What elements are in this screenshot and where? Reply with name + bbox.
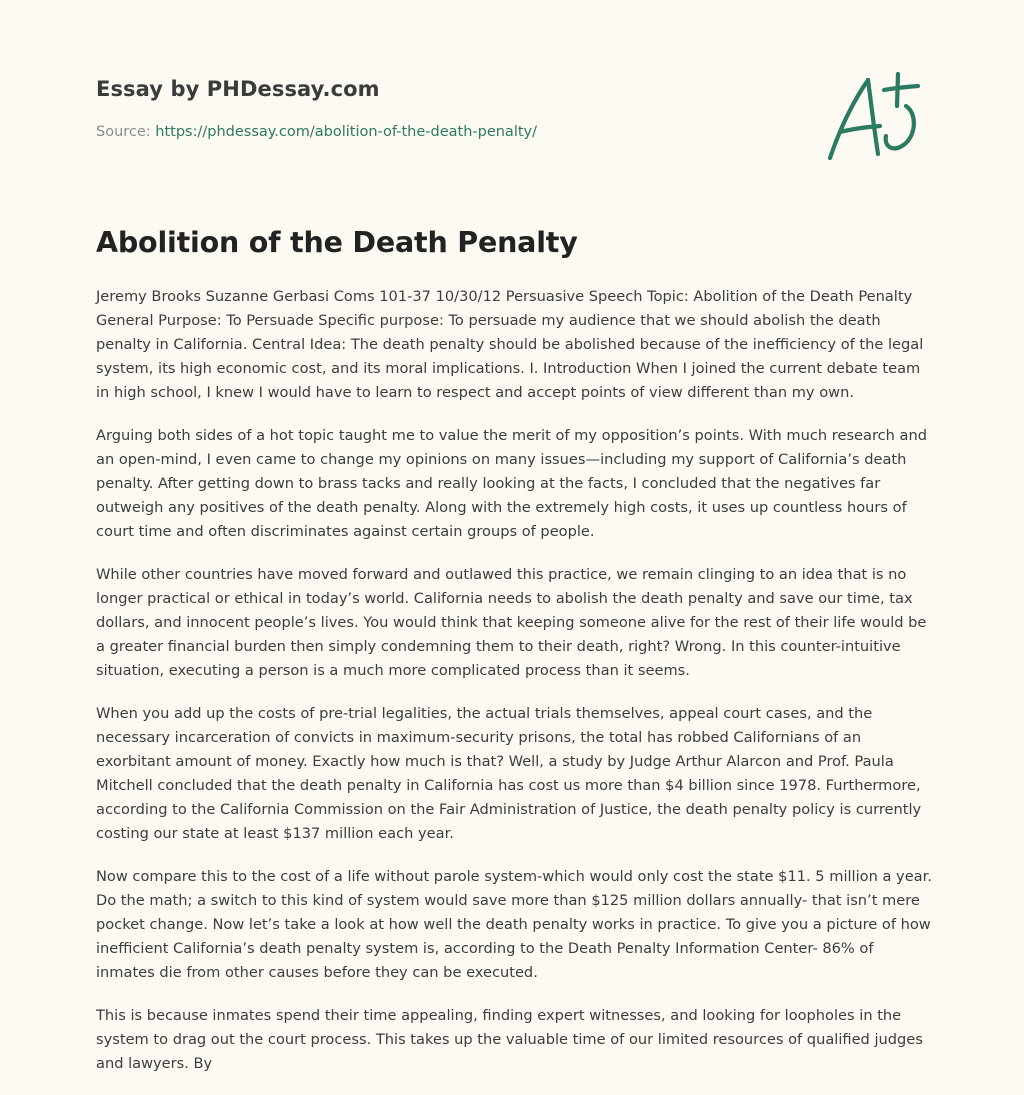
source-line [96, 124, 537, 140]
essay-paragraph: This is because inmates spend their time appealing, finding expert witnesses, and looking for loopholes in the system to drag out the court process. This takes up the valuable time of our limited resources of qualified judges and lawyers. By [96, 1007, 923, 1072]
essay-body [96, 285, 934, 1095]
source-link[interactable]: https://phdessay.com/abolition-of-the-death-penalty/ [155, 124, 537, 140]
essay-paragraph: When you add up the costs of pre-trial legalities, the actual trials themselves, appeal court cases, and the necessary incarceration of convicts in maximum-security prisons, the total has robbed Californians of an exorbitant amount of money. Exactly how much is that? Well, a study by Judge Arthur Alarcon and Prof. Paula Mitchell concluded that the death penalty in California has cost us more than $4 billion since 1978. Furthermore, according to the California Commission on the Fair Administration of Justice, the death penalty policy is currently costing our state at least $137 million each year. [96, 705, 922, 842]
a-plus-logo-icon [818, 66, 928, 166]
essay-paragraph: While other countries have moved forward and outlawed this practice, we remain clinging to an idea that is no longer practical or ethical in today’s world. California needs to abolish the death penalty and save our time, tax dollars, and innocent people’s lives. You would think that keeping someone alive for the rest of their life would be a greater financial burden then simply condemning them to their death, right? Wrong. In this counter-intuitive situation, executing a person is a much more complicated process than it seems. [96, 566, 927, 679]
source-label: Source: [96, 124, 151, 140]
essay-paragraph: Now compare this to the cost of a life without parole system-which would only cost the state $11. 5 million a year. Do the math; a switch to this kind of system would save more than $125 million dollars annually- that isn’t mere pocket change. Now let’s take a look at how well the death penalty works in practice. To give you a picture of how inefficient California’s death penalty system is, according to the Death Penalty Information Center- 86% of inmates die from other causes before they can be executed. [96, 868, 932, 981]
essay-paragraph: Arguing both sides of a hot topic taught me to value the merit of my opposition’s points. With much research and an open-mind, I even came to change my opinions on many issues—including my support of California’s death penalty. After getting down to brass tacks and really looking at the facts, I concluded that the negatives far outweigh any positives of the death penalty. Along with the extremely high costs, it uses up countless hours of court time and often discriminates against certain groups of people. [96, 427, 928, 540]
site-brand: Essay by PHDessay.com [96, 77, 380, 101]
essay-title: Abolition of the Death Penalty [96, 226, 578, 259]
essay-paragraph: Jeremy Brooks Suzanne Gerbasi Coms 101-37 10/30/12 Persuasive Speech Topic: Abolition of the Death Penalty General Purpose: To Persuade Specific purpose: To persuade my audience that we should abolish the death penalty in California. Central Idea: The death penalty should be abolished because of the inefficiency of the legal system, its high economic cost, and its moral implications. I. Introduction When I joined the current debate team in high school, I knew I would have to learn to respect and accept points of view different than my own. [96, 288, 924, 401]
